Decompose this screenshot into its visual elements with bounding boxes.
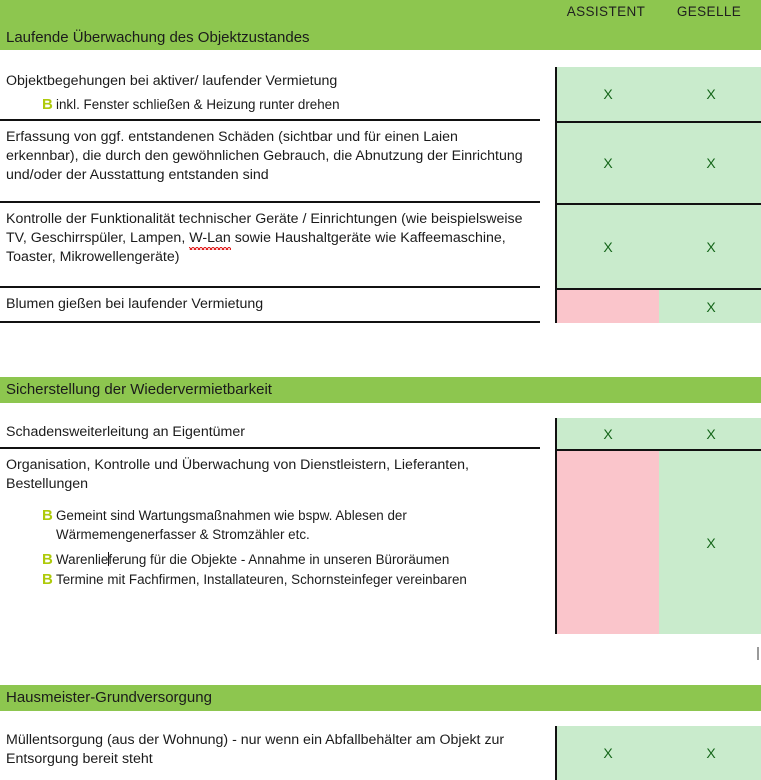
task-row: [0, 451, 540, 634]
bullet-b-icon: B: [42, 96, 53, 113]
task-row: [0, 123, 540, 203]
cell-assistent[interactable]: X: [557, 205, 659, 288]
bullet-b-icon: B: [42, 551, 53, 568]
mark-cells: [555, 205, 761, 290]
task-row: [0, 67, 540, 121]
cell-assistent[interactable]: X: [557, 123, 659, 203]
column-header-assistent: ASSISTENT: [566, 4, 646, 19]
mark-cells: [555, 451, 761, 634]
cell-geselle[interactable]: X: [659, 451, 761, 634]
task-subitem: [6, 550, 532, 569]
cell-assistent[interactable]: [557, 290, 659, 323]
cell-geselle[interactable]: X: [659, 123, 761, 203]
task-text: Müllentsorgung (aus der Wohnung) - nur wenn ein Abfallbehälter am Objekt zur Entsorgung bereit steht: [6, 732, 505, 767]
mark-cells: [555, 418, 761, 451]
task-subitem-text: Warenlieferung für die Objekte - Annahme in unseren Büroräumen: [56, 552, 450, 567]
task-row: [0, 418, 540, 449]
mark-cells: [555, 67, 761, 123]
task-text-part-1: Kontrolle der Funktionalität technischer Geräte / Einrichtungen (wie beispielsweise TV, Geschirrspüler, Lampen,: [6, 211, 523, 246]
mark-cells: [555, 726, 761, 780]
task-row: [0, 205, 540, 288]
task-text: Objektbegehungen bei aktiver/ laufender Vermietung: [6, 73, 338, 89]
section-bar-3: [0, 685, 761, 711]
section-bar-2: [0, 377, 761, 403]
task-subitem-text: inkl. Fenster schließen & Heizung runter drehen: [56, 97, 340, 112]
misspelled-word: W-Lan: [189, 230, 231, 246]
task-subitem: [6, 506, 532, 544]
task-row: [0, 726, 540, 780]
cell-geselle[interactable]: X: [659, 67, 761, 121]
edge-marker: [757, 647, 759, 660]
cell-assistent[interactable]: X: [557, 726, 659, 780]
section-title-3: Hausmeister-Grundversorgung: [6, 689, 212, 706]
task-text: Blumen gießen bei laufender Vermietung: [6, 296, 264, 312]
section-title-2: Sicherstellung der Wiedervermietbarkeit: [6, 381, 272, 398]
cell-geselle[interactable]: X: [659, 290, 761, 323]
task-subitem: [6, 570, 532, 589]
text-caret: [108, 552, 109, 566]
mark-cells: [555, 290, 761, 323]
section-title-1: Laufende Überwachung des Objektzustandes: [6, 29, 310, 46]
cell-geselle[interactable]: X: [659, 726, 761, 780]
task-subitem-text: Termine mit Fachfirmen, Installateuren, Schornsteinfeger vereinbaren: [56, 572, 467, 587]
task-subitem: [6, 95, 532, 114]
cell-geselle[interactable]: X: [659, 205, 761, 288]
cell-assistent[interactable]: [557, 451, 659, 634]
task-text: Schadensweiterleitung an Eigentümer: [6, 424, 245, 440]
task-text: Erfassung von ggf. entstandenen Schäden (sichtbar und für einen Laien erkennbar), die durch den gewöhnlichen Gebrauch, die Abnutzung der Einrichtung und/oder der Ausstattung entstanden sind: [6, 129, 523, 183]
task-text-part-2: sowie Haushaltgeräte wie Kaffeemaschine, Toaster, Mikrowellengeräte): [6, 230, 506, 265]
cell-assistent[interactable]: X: [557, 418, 659, 449]
task-text: Organisation, Kontrolle und Überwachung von Dienstleistern, Lieferanten, Bestellungen: [6, 457, 469, 492]
bullet-b-icon: B: [42, 571, 53, 588]
task-subitem-text: Gemeint sind Wartungsmaßnahmen wie bspw. Ablesen der Wärmemengenerfasser & Stromzähler etc.: [56, 508, 407, 542]
task-text: [6, 210, 532, 267]
mark-cells: [555, 123, 761, 205]
cell-geselle[interactable]: X: [659, 418, 761, 449]
bullet-b-icon: B: [42, 507, 53, 524]
column-header-geselle: GESELLE: [676, 4, 742, 19]
task-row: [0, 290, 540, 323]
cell-assistent[interactable]: X: [557, 67, 659, 121]
